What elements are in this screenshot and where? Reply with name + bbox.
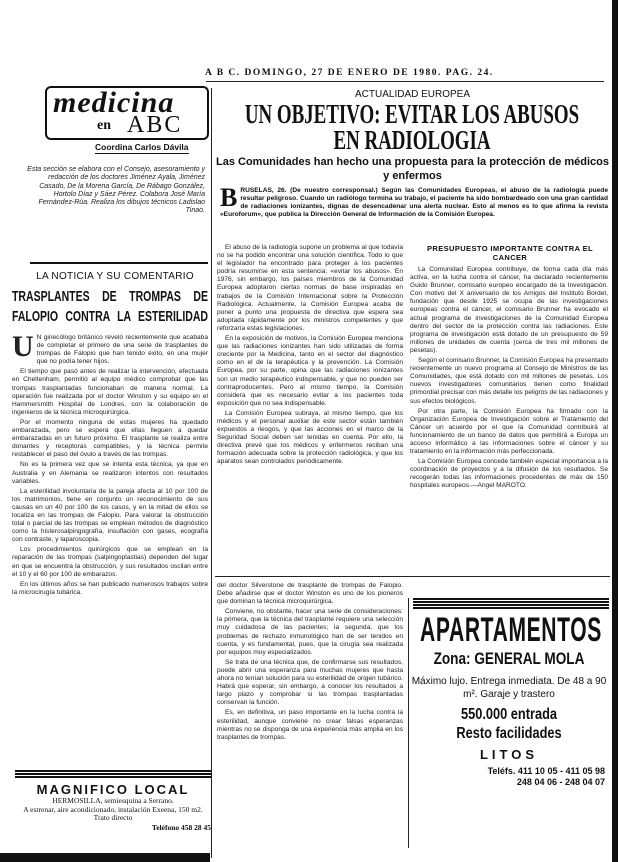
page-masthead: A B C. DOMINGO, 27 DE ENERO DE 1980. PAG. 24. [205,68,494,78]
paragraph: La Comunidad Europea contribuye, de forma cada día más activa, en la lucha contra el cáncer, ha declarado recientemente Guido Brunner, comisario europeo encargado de la Investigación. Con motivo del X aniversario de los Amigos del Instituto Bordet, fundación que desde 1925 se ocupa de las investigaciones europeas contra el cáncer, el comisario Brunner ha evocado el actual programa de investigaciones de la Comunidad Europea dentro del sector de la protección contra las radiaciones. Este programa de investigación está dotado de un presupuesto de 59 millones de unidades de cuenta (cerca de tres mil millones de pesetas). [410,266,608,354]
drop-cap: U [12,334,34,363]
ad-line: HERMOSILLA, semiesquina a Serrano. [52,796,174,805]
ad-title: MAGNIFICO LOCAL [36,782,190,797]
paragraph: En la exposición de motivos, la Comisión Europea menciona que las radiaciones ionizantes han sido utilizadas de forma creciente por la Medicina, tanto en el sector del diagnóstico como en el de la terapéutica y la prevención. La Comisión Europea, por su parte, opina que las radiaciones ionizantes son un medio terapéutico indispensable, y que no pueden ser contraproducentes. Pero al mismo tiempo, la Comisión considera que es necesario evitar a los pacientes toda exposición que no sea indispensable. [217,335,403,407]
left-article-continuation [217,582,403,858]
paragraph: Es, en definitiva, un paso importante en la lucha contra la esterilidad, aunque conviene no crear falsas esperanzas mientras no se disponga de una experiencia más amplia en los trasplantes de trompas. [217,709,403,741]
ad-zone: Zona: GENERAL MOLA [433,649,585,668]
logo-abc: ABC [127,112,183,138]
ad-rule [413,598,609,610]
main-article-column [217,244,403,572]
ad-terms: Resto facilidades [456,725,562,742]
ad-line: A estrenar, aire acondicionado, instalación Exeena, 150 m2. Trato directo [23,804,203,822]
ad-phones: 248 04 06 - 248 04 07 [516,777,605,787]
main-headline [216,101,608,153]
left-article-body [12,334,208,764]
main-kicker: ACTUALIDAD EUROPEA [354,89,471,100]
paragraph: del doctor Silverstone de trasplante de trompas de Falopio. Debe añadirse que el doctor Winston es uno de los pioneros que dominan la técnica microquirúrgica. [217,582,403,606]
apartments-ad [408,598,609,848]
logo-en: en [97,118,111,133]
right-article-body [410,266,608,572]
paragraph: En los últimos años se han publicado numerosos trabajos sobre la microcirugía tubárica. [12,580,208,596]
left-kicker: LA NOTICIA Y SU COMENTARIO [36,271,194,282]
section-credit: Coordina Carlos Dávila [95,142,189,152]
paragraph: La Comisión Europea subraya, al mismo tiempo, que los médicos y el personal auxiliar de este sector están también expuestos a riesgos, y que las acciones en el marco de la Seguridad Social deben ser tenidas en cuenta. Por ello, la directiva prevé que los médicos y enfermeros reciban una formación adecuada sobre la protección radiológica, y que los aparatos sean controlados periódicamente. [217,409,403,466]
main-lead [220,183,608,219]
paragraph: El abuso de la radiología supone un problema al que todavía no se ha podido encontrar una solución científica. Todo lo que el legislador ha encontrado para proteger a los pacientes podría resumirse en esta sentencia: «evitar los abusos». En 1976, sin embargo, los países miembros de la Comunidad Europea adoptaron ciertas normas de base inspiradas en trabajos de la Comisión Internacional sobre la Protección Radiológica. Actualmente, la Comisión Europea acaba de poner a punto una propuesta de directiva que espera sea adoptada rápidamente por los ministros competentes y que reforzaría estas legislaciones. [217,244,403,332]
paragraph: El tiempo que pasó antes de realizar la intervención, efectuada en Cheltenham, permitió al equipo médico comprobar que las trompas trasplantadas funcionaban de manera normal. La operación fue realizada por el doctor Winston y su equipo en el Hammersmith Hospital de Londres, con la colaboración de ingenieros de la técnica microquirúrgica. [12,368,208,416]
lead-text: RUSELAS, 26. (De nuestro corresponsal.) Según las Comunidades Europeas, el abuso de la radiología puede resultar peligroso. Cuando un radiólogo termina su trabajo, el paciente ha sido bombardeado con una gran cantidad de radiaciones ionizantes, dignas de desencadenar una alerta nuclear. Esto al menos es lo que afirma la revista «Euroforum», que publica la Dirección General de Información de la Comisión Europea. [220,187,608,219]
paragraph: La esterilidad involuntaria de la pareja afecta al 10 por 100 de los matrimonios, tiene en conjunto un reconocimiento de sus causas en un 40 por 100 de los casos, y en la mitad de ellos se localiza en las trompas de Falopio. Para valorar la obstrucción total o parcial de las trompas se emplean métodos de diagnóstico como la histerosalpingografía, insuflación con gases, ecografía con contraste, y laparoscopia. [12,487,208,544]
ad-rule [15,770,211,779]
ad-title: APARTAMENTOS [420,611,602,649]
paragraph: Los procedimientos quirúrgicos que se emplean en la reparación de las trompas (salpingoplastias) dependen del lugar en que se encuentra la obstrucción, y sus resultados oscilan entre el 10 y el 60 por 100 de embarazos. [12,546,208,578]
bottom-bar [0,853,210,862]
section-logo [45,86,209,140]
paragraph: Conviene, no obstante, hacer una serie de consideraciones: la primera, que la técnica del trasplante requiere una selección muy cuidadosa de las pacientes; la segunda, que los problemas de rechazo inmunológico han de ser tenidos en cuenta, y es fundamental, pues, que la cirugía sea realizada por equipos muy especializados. [217,608,403,656]
headline-line: EN RADIOLOGIA [333,125,491,155]
ad-body: Máximo lujo. Entrega inmediata. De 48 a 90 m². Garaje y trastero [411,676,607,700]
paragraph: Por otra parte, la Comisión Europea ha firmado con la Organización Europea de Investigación sobre el Tratamiento del Cáncer un acuerdo por el que la Comunidad contribuirá al funcionamiento de un banco de datos que permitirá a Europa un acceso informático a las informaciones sobre el cáncer y su tratamiento en la información más perfeccionada. [410,407,608,456]
headline-line: UN OBJETIVO: EVITAR LOS ABUSOS [244,99,580,129]
left-headline: TRASPLANTES DE TROMPAS DE FALOPIO CONTRA LA ESTERILIDAD [12,288,208,325]
ad-phone: Teléfono 458 28 45 [151,822,211,832]
drop-cap: B [220,183,238,212]
classified-ad-local [15,770,211,832]
paragraph: Por el momento ninguna de estas mujeres ha quedado embarazada, pero se espera que ellas lleguen a quedar embarazadas en un futuro próximo. El trasplante se realiza entre donantes y receptoras compatibles, y la técnica permite restablecer el paso del óvulo a través de las trompas. [12,418,208,459]
ad-price: 550.000 entrada [460,706,558,723]
horizontal-rule [215,576,610,577]
masthead-rule [206,81,604,82]
section-rule [30,262,208,264]
main-subheadline: Las Comunidades han hecho una propuesta para la protección de médicos y enfermos [215,156,610,182]
paragraph: Se trata de una técnica que, de confirmarse sus resultados, puede abrir una esperanza para muchas mujeres que hasta ahora no tenían solución para su esterilidad de origen tubárico. Habrá que esperar, sin embargo, a conocer los resultados a largo plazo y comprobar si las trompas trasplantadas conservan la función. [217,658,403,707]
logo-medicina: medicina [53,86,175,119]
paragraph: N ginecólogo británico reveló recientemente que acababa de completar el primero de una serie de trasplantes de trompas de Falopio que han tenido éxito, en una mujer que no podía tener hijos. [36,334,208,366]
ad-phones: Teléfs. 411 10 05 - 411 05 98 [487,766,605,776]
paragraph: La Comisión Europea concede también especial importancia a la coordinación de proyectos y a la difusión de los resultados. Se recogerán todas las informaciones procedentes de más de 150 hospitales europeos.—Angel MAROTO. [410,458,608,490]
column-divider [211,88,212,858]
paragraph: Según el comisario Brunner, la Comisión Europea ha presentado recientemente un nuevo programa al Consejo de Ministros de las Comunidades, que está dotado con mil millones de pesetas. Los nuevos investigadores comunitarios tienen como finalidad primordial precisar con más detalle los peligros de las radiaciones y sus efectos biológicos. [410,357,608,405]
page-edge [612,0,618,862]
paragraph: No es la primera vez que se intenta esta técnica, ya que en Australia y en Alemania se realizaron intentos con resultados variables. [12,461,208,485]
section-collaborators: Esta sección se elabora con el Consejo, asesoramiento y redacción de los doctores Jiménez Ayala, Jiménez Casado, De la Morena García, De Rábago González, Hortolo Díaz y Sáez Pérez. Colabora José María Fernández-Rúa. Realiza los dibujos técnicos Ladislao Tinao. [27,166,205,215]
ad-brand: LITOS [479,747,539,762]
right-headline: PRESUPUESTO IMPORTANTE CONTRA EL CANCER [426,244,593,262]
